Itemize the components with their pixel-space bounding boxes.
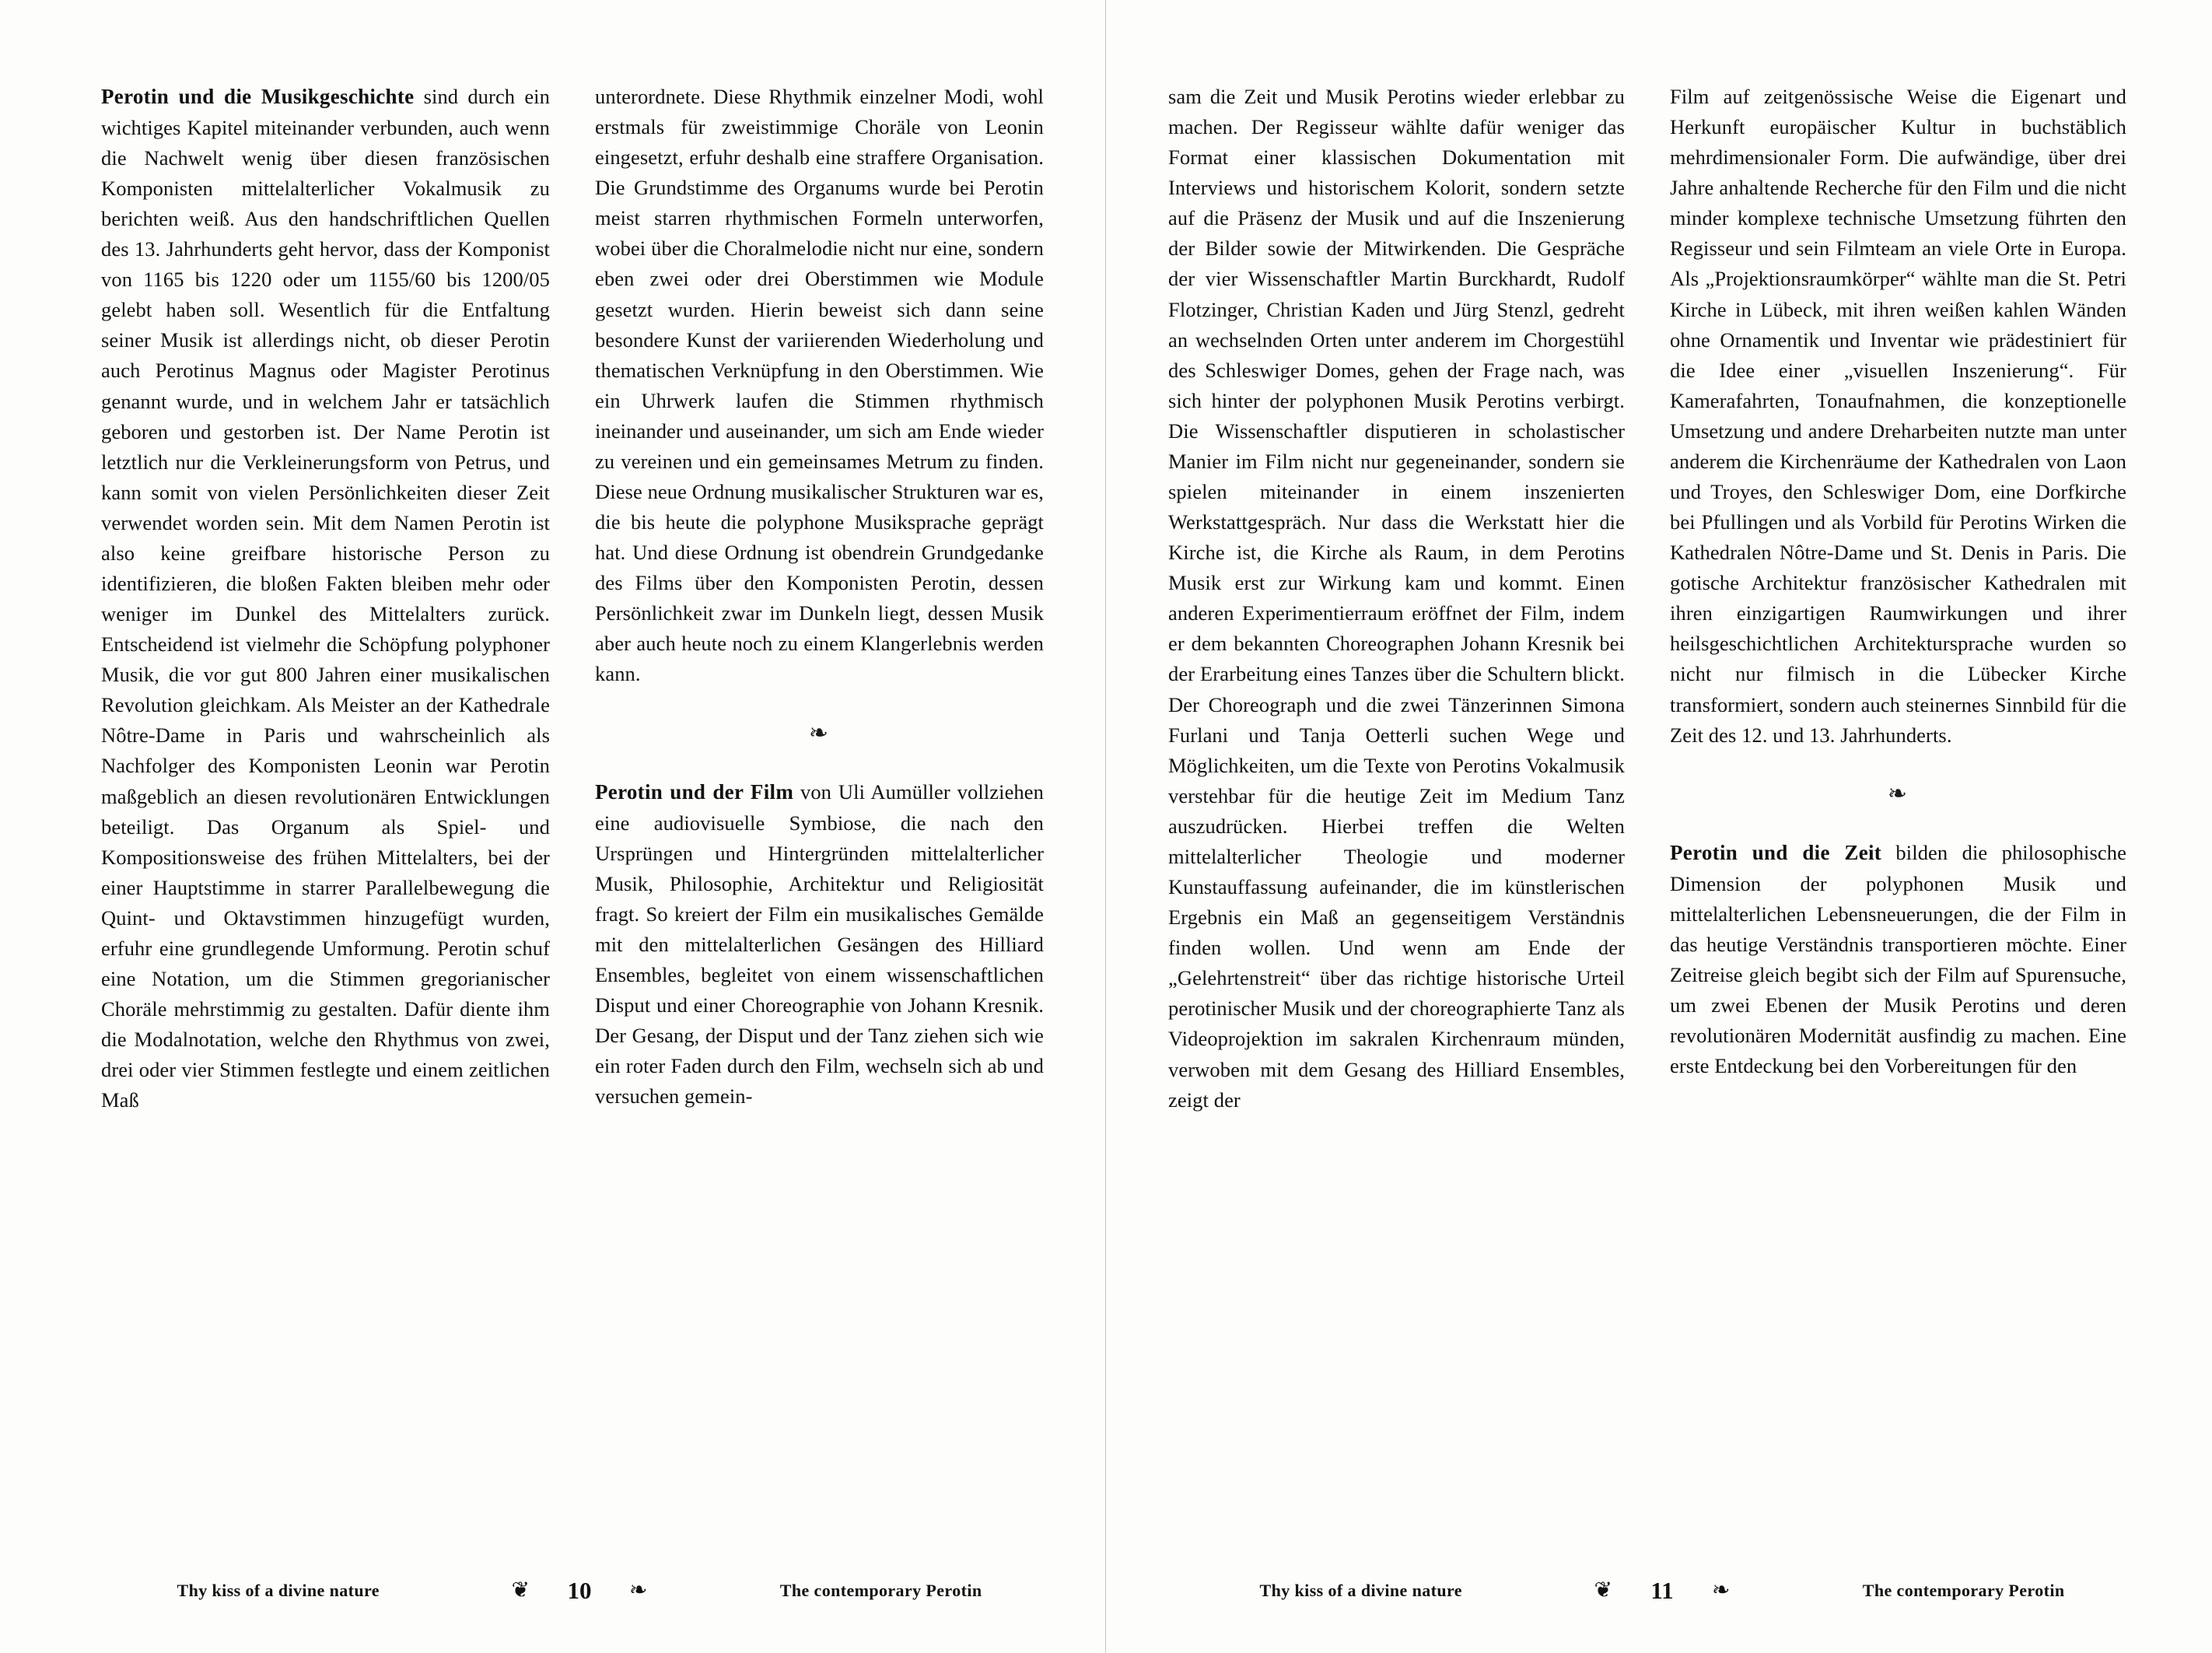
right-column-2 xyxy=(1670,82,2126,1474)
ornament-divider-right: ❧ xyxy=(1887,780,1909,807)
left-col2-paragraph-bottom xyxy=(595,777,1044,1112)
left-col1-body: sind durch ein wichtiges Kapitel miteinander verbunden, auch wenn die Nachwelt wenig über diesen französischen Komponisten mittelalterlicher Vokalmusik zu berichten weiß. Aus den handschriftlichen Quellen des 13. Jahrhunderts geht hervor, dass der Komponist von 1165 bis 1220 oder um 1155/60 bis 1200/05 gelebt haben soll. Wesentlich für die Entfaltung seiner Musik ist allerdings nicht, ob dieser Perotin auch Perotinus Magnus oder Magister Perotinus genannt wurde, und in welchem Jahr er tatsächlich geboren und gestorben ist. Der Name Perotin ist letztlich nur die Verkleinerungsform von Petrus, und kann somit von vielen Persönlichkeiten dieser Zeit verwendet worden sein. Mit dem Namen Perotin ist also keine greifbare historische Person zu identifizieren, die bloßen Fakten bleiben mehr oder weniger im Dunkel des Mittelalters zurück. Entscheidend ist vielmehr die Schöpfung polyphoner Musik, die vor gut 800 Jahren einer musikalischen Revolution gleichkam. Als Meister an der Kathedrale Nôtre-Dame in Paris und wahrscheinlich als Nachfolger des Komponisten Leonin war Perotin maßgeblich an diesen revolutionären Entwicklungen beteiligt. Das Organum als Spiel- und Kompositionsweise des frühen Mittelalters, bei der einer Hauptstimme in starrer Parallelbewegung die Quint- und Oktavstimmen hinzugefügt wurden, erfuhr eine grundlegende Umformung. Perotin schuf eine Notation, um die Stimmen gregorianischer Choräle mehrstimmig zu gestalten. Dafür diente ihm die Modalnotation, welche den Rhythmus von zwei, drei oder vier Stimmen festlegte und einem zeitlichen Maß xyxy=(101,85,550,1112)
page-number-right: 11 xyxy=(1650,1577,1674,1604)
left-col1-paragraph xyxy=(101,82,550,1115)
footer-left-page xyxy=(0,1577,1106,1605)
section-heading-zeit: Perotin und die Zeit xyxy=(1670,840,1882,864)
footer-right-title: The contemporary Perotin xyxy=(779,1581,982,1600)
wing-ornament-left-icon-right-page: ❦ xyxy=(1594,1578,1612,1602)
section-heading-musikgeschichte: Perotin und die Musikgeschichte xyxy=(101,85,415,108)
left-page-columns xyxy=(101,82,1044,1474)
left-column-2 xyxy=(595,82,1044,1474)
page-right xyxy=(1106,0,2212,1653)
wing-ornament-left-icon: ❦ xyxy=(511,1578,530,1602)
left-col2-paragraph-top: unterordnete. Diese Rhythmik einzelner Modi, wohl erstmals für zweistimmige Choräle von Leonin eingesetzt, erfuhr deshalb eine straffere Organisation. Die Grundstimme des Organums wurde bei Perotin meist starren rhythmischen Formeln unterworfen, wobei über die Choralmelodie nicht nur eine, sondern eben zwei oder drei Oberstimmen wie Module gesetzt wurden. Hierin beweist sich dann seine besondere Kunst der variierenden Wiederholung und thematischen Verknüpfung in den Oberstimmen. Wie ein Uhrwerk laufen die Stimmen rhythmisch ineinander und auseinander, um sich am Ende wieder zu vereinen und ein gemeinsames Metrum zu finden. Diese neue Ordnung musikalischer Strukturen war es, die bis heute die polyphone Musiksprache geprägt hat. Und diese Ordnung ist obendrein Grundgedanke des Films über den Komponisten Perotin, dessen Persönlichkeit zwar im Dunkeln liegt, dessen Musik aber auch heute noch zu einem Klangerlebnis werden kann. xyxy=(595,85,1044,686)
right-col1-paragraph: sam die Zeit und Musik Perotins wieder erlebbar zu machen. Der Regisseur wählte dafür weniger das Format einer klassischen Dokumentation mit Interviews und historischem Kolorit, sondern setzte auf die Präsenz der Musik und auf die Inszenierung der Bilder sowie der Mitwirkenden. Die Gespräche der vier Wissenschaftler Martin Burckhardt, Rudolf Flotzinger, Christian Kaden und Jürg Stenzl, gedreht an wechselnden Orten unter anderem im Chorgestühl des Schleswiger Domes, gehen der Frage nach, was sich hinter der polyphonen Musik Perotins verbirgt. Die Wissenschaftler disputieren in scholastischer Manier im Film nicht nur gegeneinander, sondern sie spielen miteinander in einem inszenierten Werkstattgespräch. Nur dass die Werkstatt hier die Kirche ist, die Kirche als Raum, in dem Perotins Musik erst zur Wirkung kam und kommt. Einen anderen Experimentierraum eröffnet der Film, indem er dem bekannten Choreographen Johann Kresnik bei der Erarbeitung eines Tanzes über die Schultern blickt. Der Choreograph und die zwei Tänzerinnen Simona Furlani und Tanja Oetterli suchen Wege und Möglichkeiten, um die Texte von Perotins Vokalmusik verstehbar für die heutige Zeit im Medium Tanz auszudrücken. Hierbei treffen die Welten mittelalterlicher Theologie und moderner Kunstauffassung aufeinander, die im künstlerischen Ergebnis ein Maß an gegenseitigem Verständnis finden wollen. Und wenn am Ende der „Gelehrtenstreit“ über das richtige historische Urteil perotinischer Musik und der choreographierte Tanz als Videoprojektion im sakralen Kirchenraum münden, verwoben mit dem Gesang des Hilliard Ensembles, zeigt der xyxy=(1168,85,1625,1112)
right-page-columns xyxy=(1168,82,2126,1474)
wing-ornament-right-icon: ❧ xyxy=(629,1578,648,1602)
section-heading-film: Perotin und der Film xyxy=(595,779,794,804)
right-col2-body: bilden die philosophische Dimension der polyphonen Musik und mittelalterlichen Lebensneuerungen, die der Film in das heutige Verständnis transportieren möchte. Einer Zeitreise gleich begibt sich der Film auf Spurensuche, um zwei Ebenen der Musik Perotins und deren revolutionären Modernität ausfindig zu machen. Eine erste Entdeckung bei den Vorbereitungen für den xyxy=(1670,840,2126,1078)
footer-left-title-right-page: Thy kiss of a divine nature xyxy=(1259,1581,1462,1600)
page-number-left: 10 xyxy=(567,1577,592,1604)
left-column-1 xyxy=(101,82,550,1474)
wing-ornament-right-icon-right-page: ❧ xyxy=(1712,1578,1731,1602)
right-column-1 xyxy=(1168,82,1625,1474)
right-col2-paragraph-bottom xyxy=(1670,838,2126,1081)
right-col2-paragraph-top: Film auf zeitgenössische Weise die Eigenart und Herkunft europäischer Kultur in buchstäblich mehrdimensionaler Form. Die aufwändige, über drei Jahre anhaltende Recherche für den Film und die nicht minder komplexe technische Umsetzung führten den Regisseur und sein Filmteam an viele Orte in Europa. Als „Projektionsraumkörper“ wählte man die St. Petri Kirche in Lübeck, mit ihren weißen kahlen Wänden ohne Ornamentik und Inventar wie prädestiniert für die Idee einer „visuellen Inszenierung“. Für Kamerafahrten, Tonaufnahmen, die konzeptionelle Umsetzung und andere Dreharbeiten nutzte man unter anderem die Kirchenräume der Kathedralen von Laon und Troyes, den Schleswiger Dom, eine Dorfkirche bei Pfullingen und als Vorbild für Perotins Wirken die Kathedralen Nôtre-Dame und St. Denis in Paris. Die gotische Architektur französischer Kathedralen mit ihren einzigartigen Raumwirkungen und ihrer heilsgeschichtlichen Architektursprache wurden so nicht nur filmisch in die Lübecker Kirche transformiert, sondern auch steinernes Sinnbild für die Zeit des 12. und 13. Jahrhunderts. xyxy=(1670,85,2126,747)
footer-right-title-right-page: The contemporary Perotin xyxy=(1862,1581,2065,1600)
ornament-divider-left: ❧ xyxy=(808,720,831,746)
footer-left-title: Thy kiss of a divine nature xyxy=(177,1581,380,1600)
footer-right-page xyxy=(1106,1577,2212,1605)
left-col2-body: von Uli Aumüller vollziehen eine audiovisuelle Symbiose, die nach den Ursprüngen und Hintergründen mittelalterlicher Musik, Philosophie, Architektur und Religiosität fragt. So kreiert der Film ein musikalisches Gemälde mit den mittelalterlichen Gesängen des Hilliard Ensembles, begleitet von einem wissenschaftlichen Disput und einer Choreographie von Johann Kresnik. Der Gesang, der Disput und der Tanz ziehen sich wie ein roter Faden durch den Film, wechseln sich ab und versuchen gemein- xyxy=(595,779,1044,1108)
